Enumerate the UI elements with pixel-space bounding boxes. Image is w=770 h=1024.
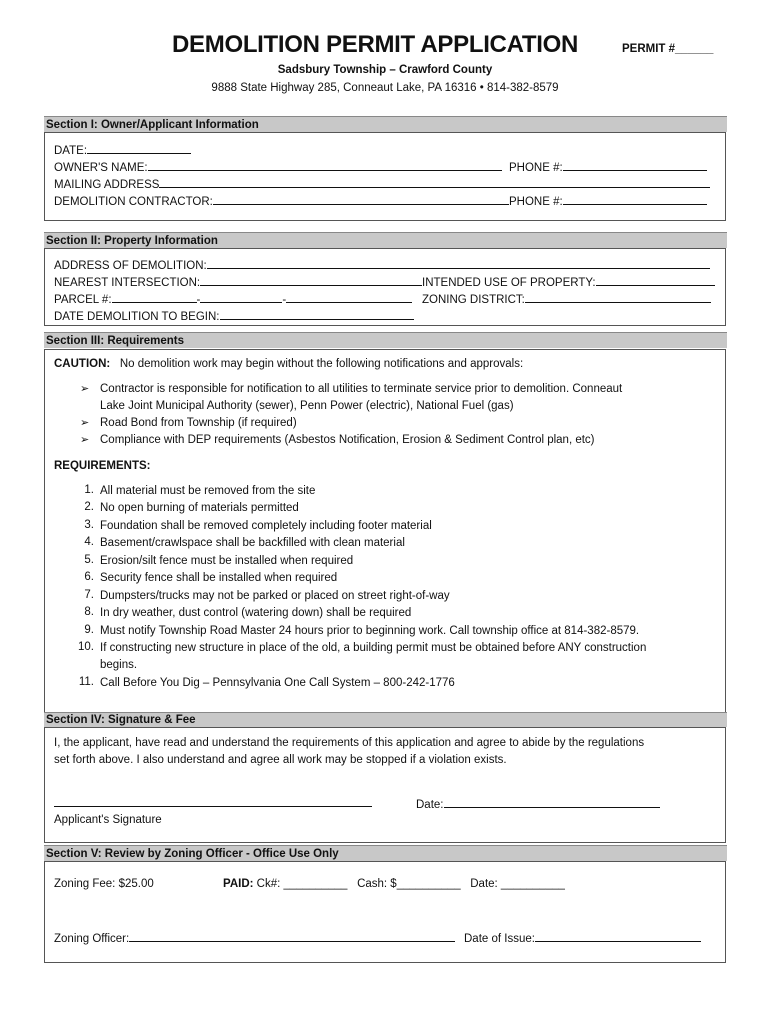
caution-line [54,357,523,371]
requirement-number: 1. [84,484,94,496]
zoning-district-field[interactable] [422,291,711,307]
cash-field[interactable]: Cash: $__________ [357,878,461,890]
requirement-number: 9. [84,624,94,636]
requirement-item: Must notify Township Road Master 24 hours prior to beginning work. Call township office at 814-382-8579. [100,625,640,637]
signature-date-label: Date: [416,799,444,811]
requirement-item: No open burning of materials permitted [100,502,299,514]
requirement-item: Basement/crawlspace shall be backfilled with clean material [100,537,405,549]
owner-phone-field[interactable] [509,159,707,175]
parcel-field[interactable]: PARCEL #: - - [54,291,412,307]
requirement-item: begins. [100,659,138,671]
bullet-item: Contractor is responsible for notification to all utilities to terminate service prior to demolition. Conneaut [100,383,623,395]
payment-line[interactable] [223,877,565,891]
requirement-number: 10. [78,641,94,653]
mailing-address-field[interactable] [54,176,710,192]
bullet-arrow-icon: ➢ [80,434,90,446]
paid-label: PAID: [223,878,254,890]
bullet-arrow-icon: ➢ [80,417,90,429]
owner-name-label: OWNER'S NAME: [54,162,148,174]
requirements-heading: REQUIREMENTS: [54,460,151,472]
section-4-heading: Section IV: Signature & Fee [44,712,727,727]
section-2-heading: Section II: Property Information [44,232,727,248]
requirement-number: 8. [84,606,94,618]
zoning-officer-label: Zoning Officer: [54,933,130,945]
begin-date-field[interactable] [54,308,414,324]
requirement-item: Dumpsters/trucks may not be parked or placed on street right-of-way [100,590,450,602]
date-field[interactable] [54,142,191,158]
intended-use-field[interactable] [422,274,715,290]
zoning-officer-field[interactable] [54,930,455,946]
requirement-item: Erosion/silt fence must be installed when required [100,555,354,567]
section-3-heading: Section III: Requirements [44,332,727,348]
caution-label: CAUTION: [54,358,111,370]
section-5-heading: Section V: Review by Zoning Officer - Office Use Only [44,845,727,861]
intersection-field[interactable] [54,274,422,290]
township-address: 9888 State Highway 285, Conneaut Lake, PA 16316 • 814-382-8579 [211,82,559,94]
contractor-field[interactable] [54,193,509,209]
requirement-number: 5. [84,554,94,566]
bullet-arrow-icon: ➢ [80,383,90,395]
requirement-number: 7. [84,589,94,601]
payment-date-field[interactable]: Date: __________ [470,878,565,890]
demolition-address-label: ADDRESS OF DEMOLITION: [54,260,207,272]
bullet-item: Lake Joint Municipal Authority (sewer), Penn Power (electric), National Fuel (gas) [100,400,514,412]
intersection-label: NEAREST INTERSECTION: [54,277,201,289]
contractor-phone-field[interactable] [509,193,707,209]
owner-phone-label: PHONE #: [509,162,563,174]
contractor-phone-label: PHONE #: [509,196,563,208]
requirement-item: If constructing new structure in place of the old, a building permit must be obtained before ANY construction [100,642,647,654]
mailing-address-label: MAILING ADDRESS [54,179,160,191]
zoning-district-label: ZONING DISTRICT: [422,294,525,306]
bullet-item: Compliance with DEP requirements (Asbestos Notification, Erosion & Sediment Control plan, etc) [100,434,595,446]
issue-date-label: Date of Issue: [464,933,535,945]
requirement-number: 4. [84,536,94,548]
caution-text: No demolition work may begin without the following notifications and approvals: [119,358,524,370]
intended-use-label: INTENDED USE OF PROPERTY: [422,277,596,289]
issue-date-field[interactable] [464,930,701,946]
page-title: DEMOLITION PERMIT APPLICATION [172,31,578,58]
contractor-label: DEMOLITION CONTRACTOR: [54,196,213,208]
requirement-number: 3. [84,519,94,531]
requirement-item: Foundation shall be removed completely including footer material [100,520,432,532]
parcel-label: PARCEL #: [54,294,112,306]
bullet-item: Road Bond from Township (if required) [100,417,297,429]
requirement-item: Call Before You Dig – Pennsylvania One Call System – 800-242-1776 [100,677,455,689]
signature-line[interactable] [54,806,372,807]
township-name: Sadsbury Township – Crawford County [277,64,493,76]
demolition-address-field[interactable] [54,257,710,273]
zoning-fee-label: Zoning Fee: $25.00 [54,878,154,890]
permit-number-label: PERMIT #______ [622,43,714,55]
check-number-field[interactable]: Ck#: __________ [256,878,348,890]
signature-date-field[interactable] [416,796,660,812]
owner-name-field[interactable] [54,159,502,175]
begin-date-label: DATE DEMOLITION TO BEGIN: [54,311,220,323]
requirement-item: In dry weather, dust control (watering down) shall be required [100,607,412,619]
section-1-heading: Section I: Owner/Applicant Information [44,116,727,132]
date-label: DATE: [54,145,88,157]
requirement-item: All material must be removed from the site [100,485,316,497]
applicant-statement-line-1: I, the applicant, have read and understand the requirements of this application and agree to abide by the regulations [54,737,645,749]
requirement-number: 11. [78,676,94,688]
applicant-statement-line-2: set forth above. I also understand and agree all work may be stopped if a violation exists. [54,754,507,766]
requirement-number: 2. [84,501,94,513]
requirement-item: Security fence shall be installed when required [100,572,338,584]
signature-label: Applicant's Signature [54,814,162,826]
requirement-number: 6. [84,571,94,583]
